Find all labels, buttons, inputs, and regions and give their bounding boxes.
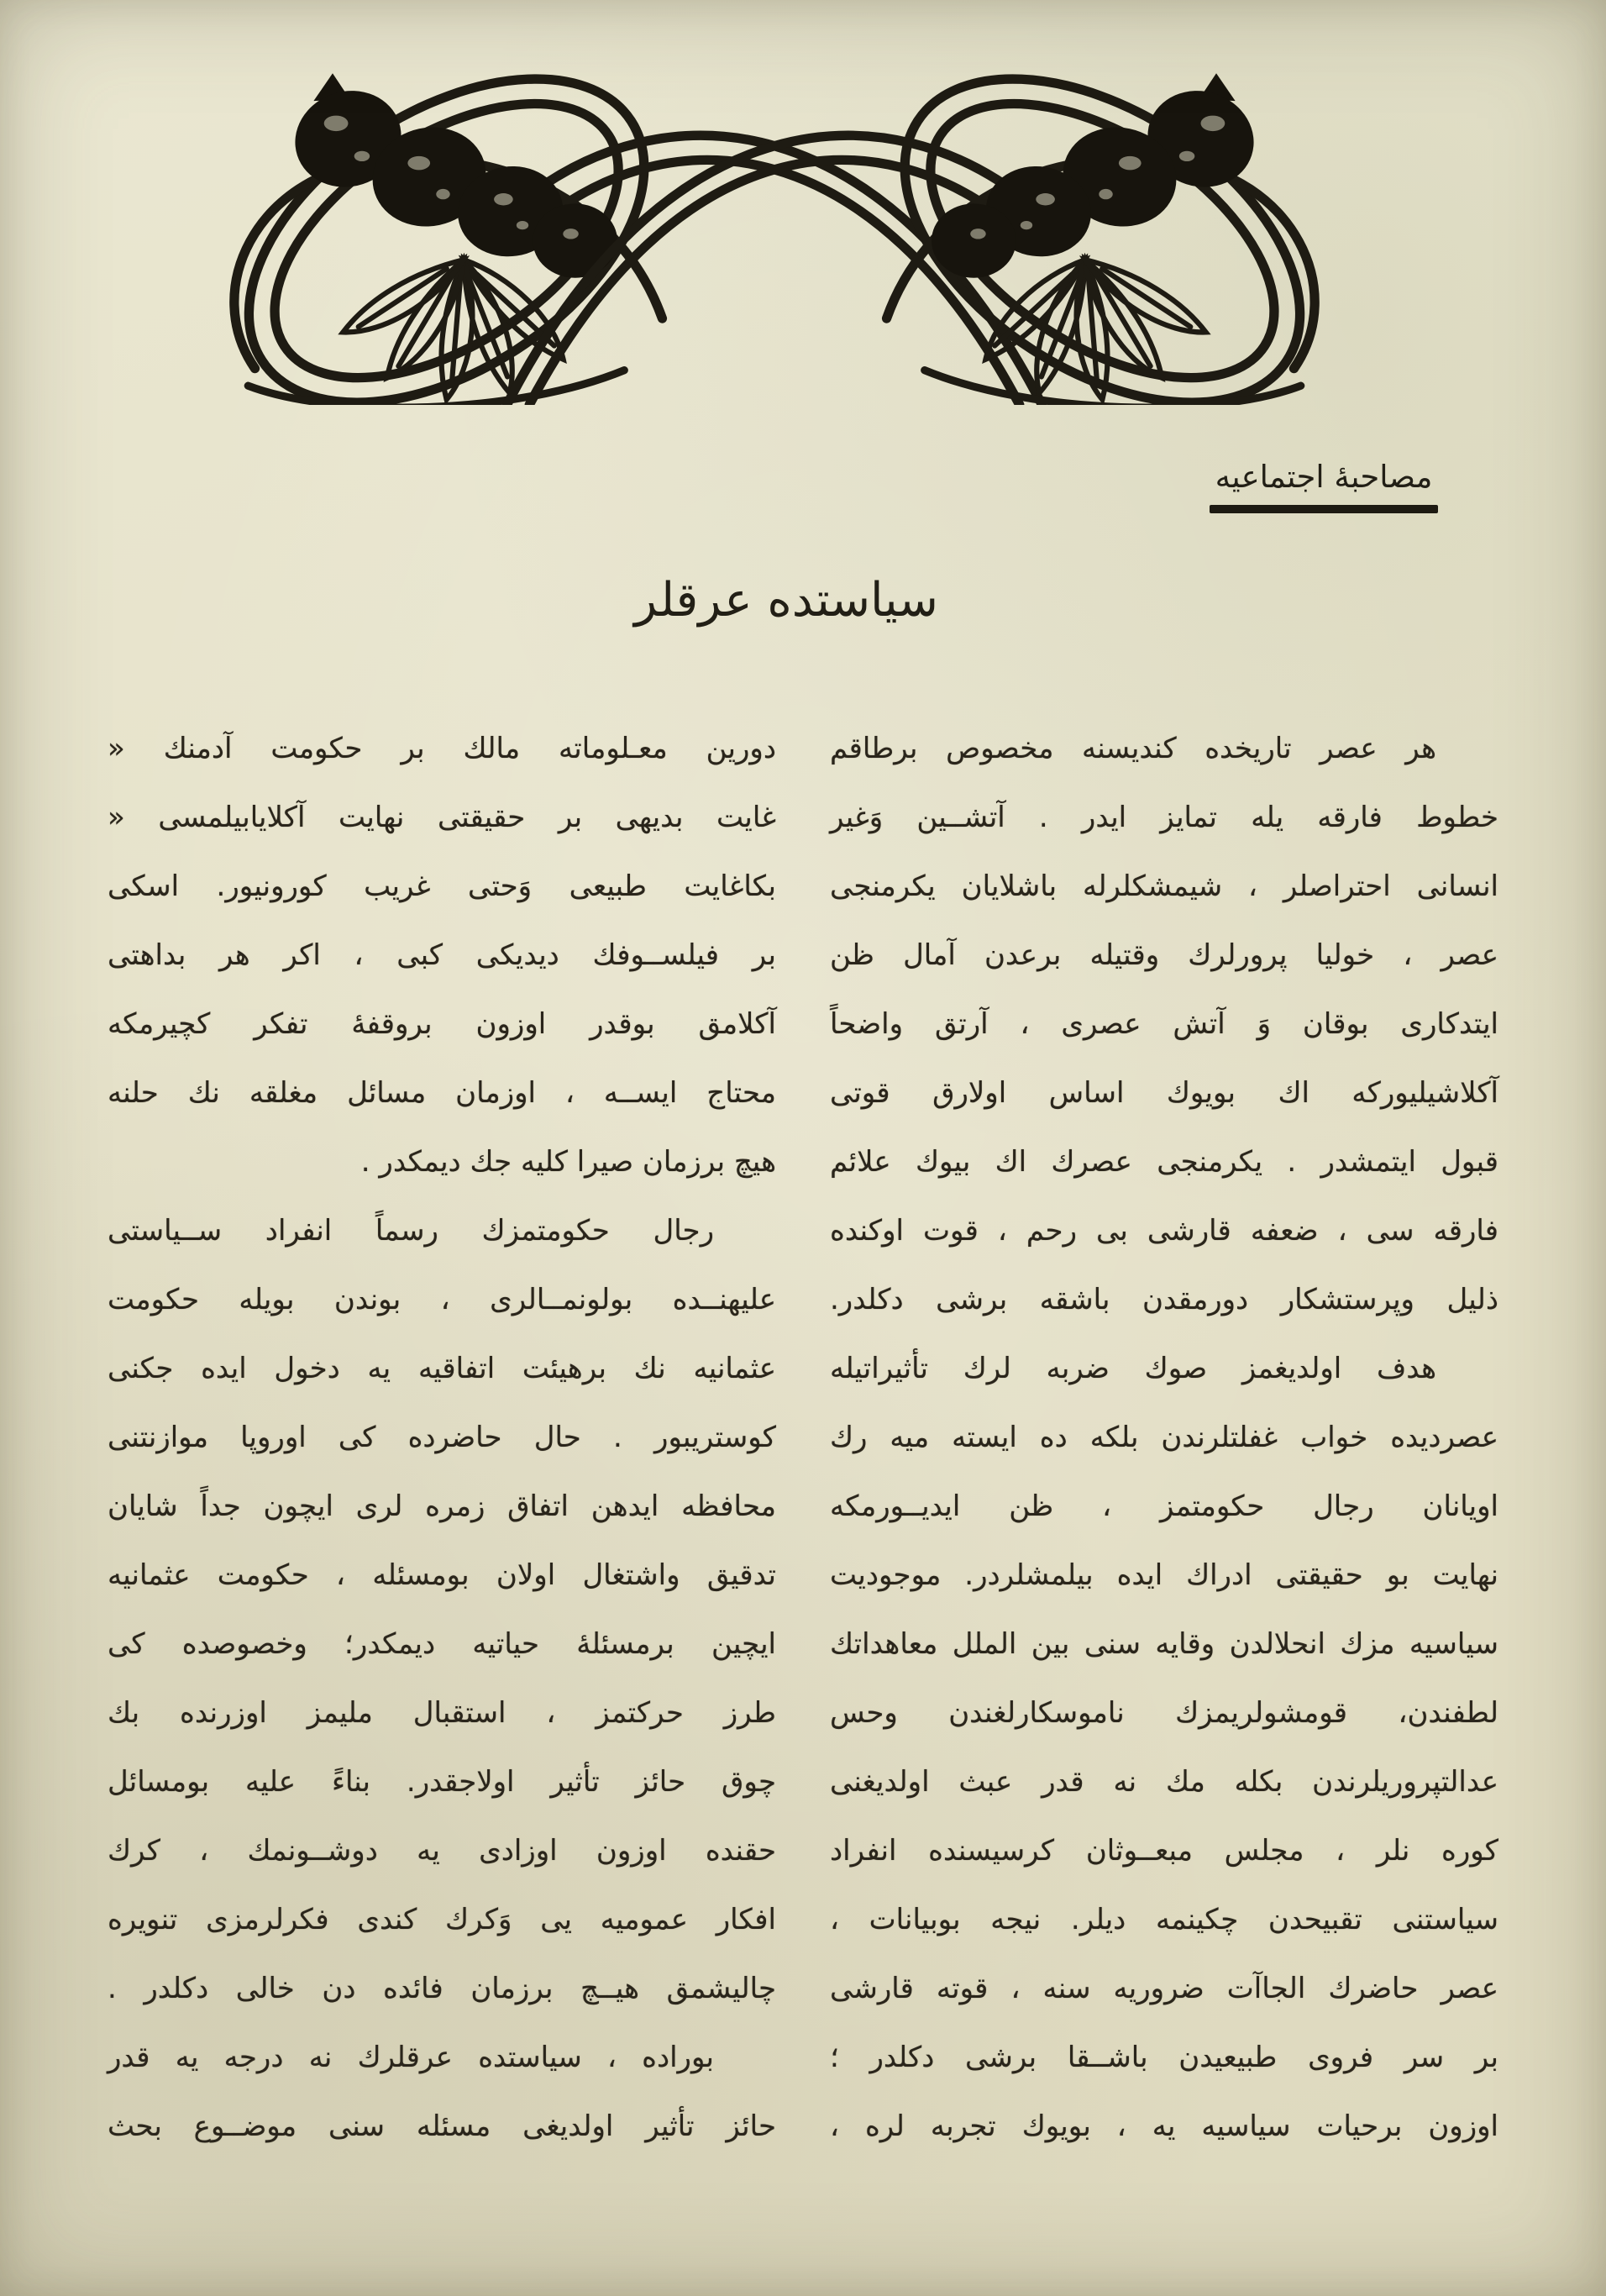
text-line: طرز حركتمز ، استقبال مليمز اوزرنده بك [108, 1696, 776, 1730]
article-body [108, 714, 1498, 2161]
text-line: حقنده اوزون اوزادى يه دوشــونمك ، كرك [108, 1834, 776, 1868]
text-line: چوق حائز تأثير اولاجقدر. بناءً عليه بومسائل [108, 1765, 776, 1799]
text-line: سياستنى تقبيحدن چكينمه ديلر. نيجه بوبيانات ، [830, 1903, 1498, 1936]
text-line: كوره نلر ، مجلس مبعــوثان كرسيسنده انفراد [830, 1834, 1498, 1868]
text-line: محتاج ايســه ، اوزمان مسائل مغلقه نك حلنه [108, 1076, 776, 1110]
text-line: بر فيلســوفك ديديكى كبى ، اكر هر بداهتى [108, 938, 776, 972]
text-line: بر سر فروى طبيعيدن باشــقا برشى دكلدر ؛ [830, 2041, 1498, 2074]
text-line: ايتدكارى بوقان وَ آتش عصرى ، آرتق واضحاً [830, 1007, 1498, 1041]
text-line: ايچين برمسئلهٔ حياتيه ديمكدر؛ وخصوصده كى [108, 1627, 776, 1661]
text-line: كوستريبور . حال حاضرده كى اوروپا موازنتنى [108, 1421, 776, 1454]
text-line: عليهنــده بولونمــالرى ، بوندن بويله حكومت [108, 1283, 776, 1316]
text-line: عصرديده خواب غفلتلرندن بلكه ده ايسته ميه رك [830, 1421, 1498, 1454]
text-line: قبول ايتمشدر . يكرمنجى عصرك اك بيوك علائم [830, 1145, 1498, 1179]
text-line: غايت بديهى بر حقيقتى نهايت آكلايابيلمسى « [108, 801, 776, 834]
text-line: حائز تأثير اولديغى مسئله سنى موضــوع بحث [108, 2109, 776, 2143]
text-line: رجال حكومتمزك رسماً انفراد ســياستى [108, 1214, 714, 1248]
text-line: ذليل وپرستشكار دورمقدن باشقه برشى دكلدر. [830, 1283, 1498, 1316]
text-line: خطوط فارقه يله تمايز ايدر . آتشــين وَغير [830, 801, 1498, 834]
text-line: نهايت بو حقيقتى ادراك ايده بيلمشلردر. موجوديت [830, 1558, 1498, 1592]
chestnut-headpiece-ornament [144, 34, 1404, 405]
text-line: سياسيه مزك انحلالدن وقايه سنى بين الملل معاهداتك [830, 1627, 1498, 1661]
text-line: اويانان رجال حكومتمز ، ظن ايديــورمكه [830, 1490, 1498, 1523]
text-line: عصر ، خوليا پرورلرك وقتيله برعدن آمال ظن [830, 938, 1498, 972]
text-line: عصر حاضرك الجاآت ضروريه سنه ، قوته قارشى [830, 1972, 1498, 2005]
section-heading [1210, 459, 1438, 513]
text-line: آكلاشيليوركه اك بويوك اساس اولارق قوتى [830, 1076, 1498, 1110]
text-line: آكلامق بوقدر اوزون بروقفهٔ تفكر كچيرمكه [108, 1007, 776, 1041]
text-line: فارقه سى ، ضعفه قارشى بى رحم ، قوت اوكنده [830, 1214, 1498, 1248]
text-line: تدقيق واشتغال اولان بومسئله ، حكومت عثمانيه [108, 1558, 776, 1592]
text-line: اوزون برحيات سياسيه يه ، بويوك تجربه لره ، [830, 2109, 1498, 2143]
text-line: عثمانيه نك برهيئت اتفاقيه يه دخول ايده جكنى [108, 1352, 776, 1385]
text-line: دورين معـلوماته مالك بر حكومت آدمنك « [108, 732, 776, 765]
text-line: بكاغايت طبيعى وَحتى غريب كورونيور. اسكى [108, 870, 776, 903]
text-line: هيچ برزمان صيرا كليه جك ديمكدر . [360, 1145, 776, 1179]
text-line: افكار عموميه يى وَكرك كندى فكرلرمزى تنويره [108, 1903, 776, 1936]
text-line: هدف اولديغمز صوك ضربه لرك تأثيراتيله [830, 1352, 1436, 1385]
text-line: محافظه ايدهن اتفاق زمره لرى ايچون جداً شايان [108, 1490, 776, 1523]
section-heading-underline [1210, 505, 1438, 513]
text-line: هر عصر تاريخده كنديسنه مخصوص برطاقم [830, 732, 1436, 765]
text-line: چاليشمق هيــچ برزمان فائده دن خالى دكلدر . [108, 1972, 776, 2005]
section-heading-text: مصاحبهٔ اجتماعيه [1215, 459, 1433, 495]
text-line: انسانى احتراصلر ، شيمشكلرله باشلايان يكرمنجى [830, 870, 1498, 903]
text-column-right [830, 714, 1498, 2161]
text-line: بوراده ، سياستده عرقلرك نه درجه يه قدر [108, 2041, 714, 2074]
text-column-left [108, 714, 776, 2161]
text-line: عدالتپروريلرندن بكله مك نه قدر عبث اولديغنى [830, 1765, 1498, 1799]
text-line: لطفندن، قومشولريمزك ناموسكارلغندن وحس [830, 1696, 1498, 1730]
article-title: سياستده عرقلر [634, 573, 938, 628]
